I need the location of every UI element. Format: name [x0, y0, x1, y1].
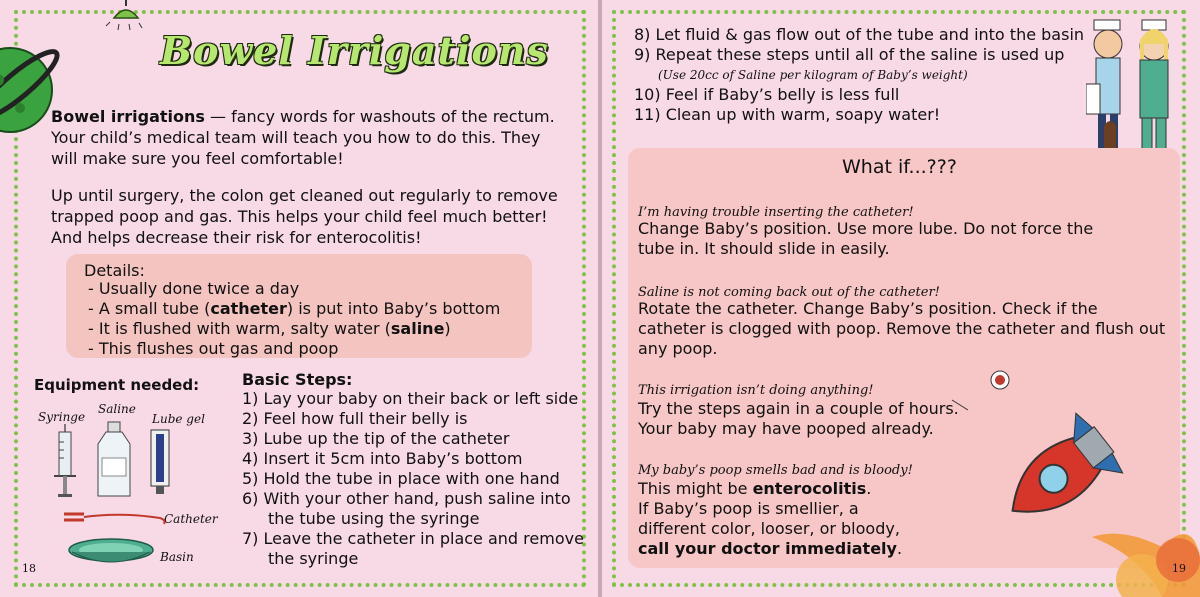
answer-2a: Rotate the catheter. Change Baby’s position. Check if the — [638, 299, 1098, 318]
step-8: 8) Let fluid & gas flow out of the tube and into the basin — [634, 25, 1085, 44]
left-page — [0, 0, 598, 597]
step-5: 5) Hold the tube in place with one hand — [242, 469, 560, 488]
question-2: Saline is not coming back out of the catheter! — [638, 285, 940, 300]
step-7b: the syringe — [268, 549, 359, 568]
details-item-2 — [88, 298, 500, 319]
step-9-note: (Use 20cc of Saline per kilogram of Baby’s weight) — [658, 68, 968, 82]
catheter-icon — [60, 506, 170, 530]
step-3: 3) Lube up the tip of the catheter — [242, 429, 510, 448]
details-item-4: - This flushes out gas and poop — [88, 339, 339, 358]
step-2: 2) Feel how full their belly is — [242, 409, 468, 428]
step-6a: 6) With your other hand, push saline into — [242, 489, 571, 508]
details-item-3-pre: - It is flushed with warm, salty water ( — [88, 319, 391, 338]
saline-bottle-icon — [92, 420, 136, 500]
details-item-2-bold: catheter — [210, 299, 287, 318]
right-page — [602, 0, 1200, 597]
answer-4a — [638, 478, 871, 499]
rocket-illustration — [942, 360, 1200, 597]
intro-paragraph — [51, 106, 571, 169]
saline-label: Saline — [98, 402, 136, 416]
step-10: 10) Feel if Baby’s belly is less full — [634, 85, 900, 104]
intro-bold: Bowel irrigations — [51, 107, 205, 126]
details-heading: Details: — [84, 261, 145, 280]
step-4: 4) Insert it 5cm into Baby’s bottom — [242, 449, 523, 468]
question-3: This irrigation isn’t doing anything! — [638, 383, 874, 398]
details-item-1: - Usually done twice a day — [88, 279, 300, 298]
details-item-3-bold: saline — [390, 319, 445, 338]
page-title: Bowel Irrigations — [160, 28, 549, 73]
lube-gel-icon — [148, 428, 172, 498]
step-7a: 7) Leave the catheter in place and remove — [242, 529, 584, 548]
step-9: 9) Repeat these steps until all of the saline is used up — [634, 45, 1065, 64]
question-1: I’m having trouble inserting the catheter! — [638, 205, 914, 220]
answer-4d-post: . — [896, 539, 903, 558]
step-1: 1) Lay your baby on their back or left side — [242, 389, 579, 408]
answer-1b: tube in. It should slide in easily. — [638, 239, 890, 258]
what-if-heading: What if...??? — [842, 156, 957, 178]
details-box — [66, 254, 532, 358]
intro-text: — fancy words for washouts of the rectum. Your child’s medical team will teach you how to do this. They will make sure you feel comfortable! — [51, 107, 555, 168]
details-item-2-post: ) is put into Baby’s bottom — [286, 299, 501, 318]
answer-4d — [638, 538, 902, 559]
answer-3b: Your baby may have pooped already. — [638, 419, 934, 438]
lube-label: Lube gel — [152, 412, 205, 426]
page-number-right: 19 — [1172, 562, 1186, 575]
basin-icon — [66, 536, 156, 570]
steps-heading: Basic Steps: — [242, 370, 353, 389]
answer-4a-post: . — [866, 479, 872, 498]
answer-2c: any poop. — [638, 339, 718, 358]
equipment-heading: Equipment needed: — [34, 376, 200, 394]
step-11: 11) Clean up with warm, soapy water! — [634, 105, 941, 124]
nurses-illustration — [1086, 14, 1190, 164]
answer-4b: If Baby’s poop is smellier, a — [638, 499, 859, 518]
answer-4d-bold: call your doctor immediately — [638, 539, 897, 558]
answer-2b: catheter is clogged with poop. Remove the catheter and flush out — [638, 319, 1166, 338]
step-6b: the tube using the syringe — [268, 509, 480, 528]
answer-3a: Try the steps again in a couple of hours. — [638, 399, 959, 418]
answer-4c: different color, looser, or bloody, — [638, 519, 900, 538]
details-item-3 — [88, 318, 451, 339]
surgery-paragraph: Up until surgery, the colon get cleaned out regularly to remove trapped poop and gas. This helps your child feel much better! And helps decrease their risk for enterocolitis! — [51, 186, 558, 247]
lamp-illustration — [100, 0, 160, 40]
answer-1a: Change Baby’s position. Use more lube. Do not force the — [638, 219, 1094, 238]
basin-label: Basin — [160, 550, 194, 564]
details-item-2-pre: - A small tube ( — [88, 299, 211, 318]
details-item-3-post: ) — [444, 319, 451, 338]
syringe-icon — [50, 424, 80, 500]
page-number-left: 18 — [22, 562, 36, 575]
syringe-label: Syringe — [38, 410, 86, 424]
answer-4a-bold: enterocolitis — [752, 479, 867, 498]
answer-4a-pre: This might be — [638, 479, 753, 498]
question-4: My baby’s poop smells bad and is bloody! — [638, 463, 913, 478]
catheter-label: Catheter — [164, 512, 218, 526]
